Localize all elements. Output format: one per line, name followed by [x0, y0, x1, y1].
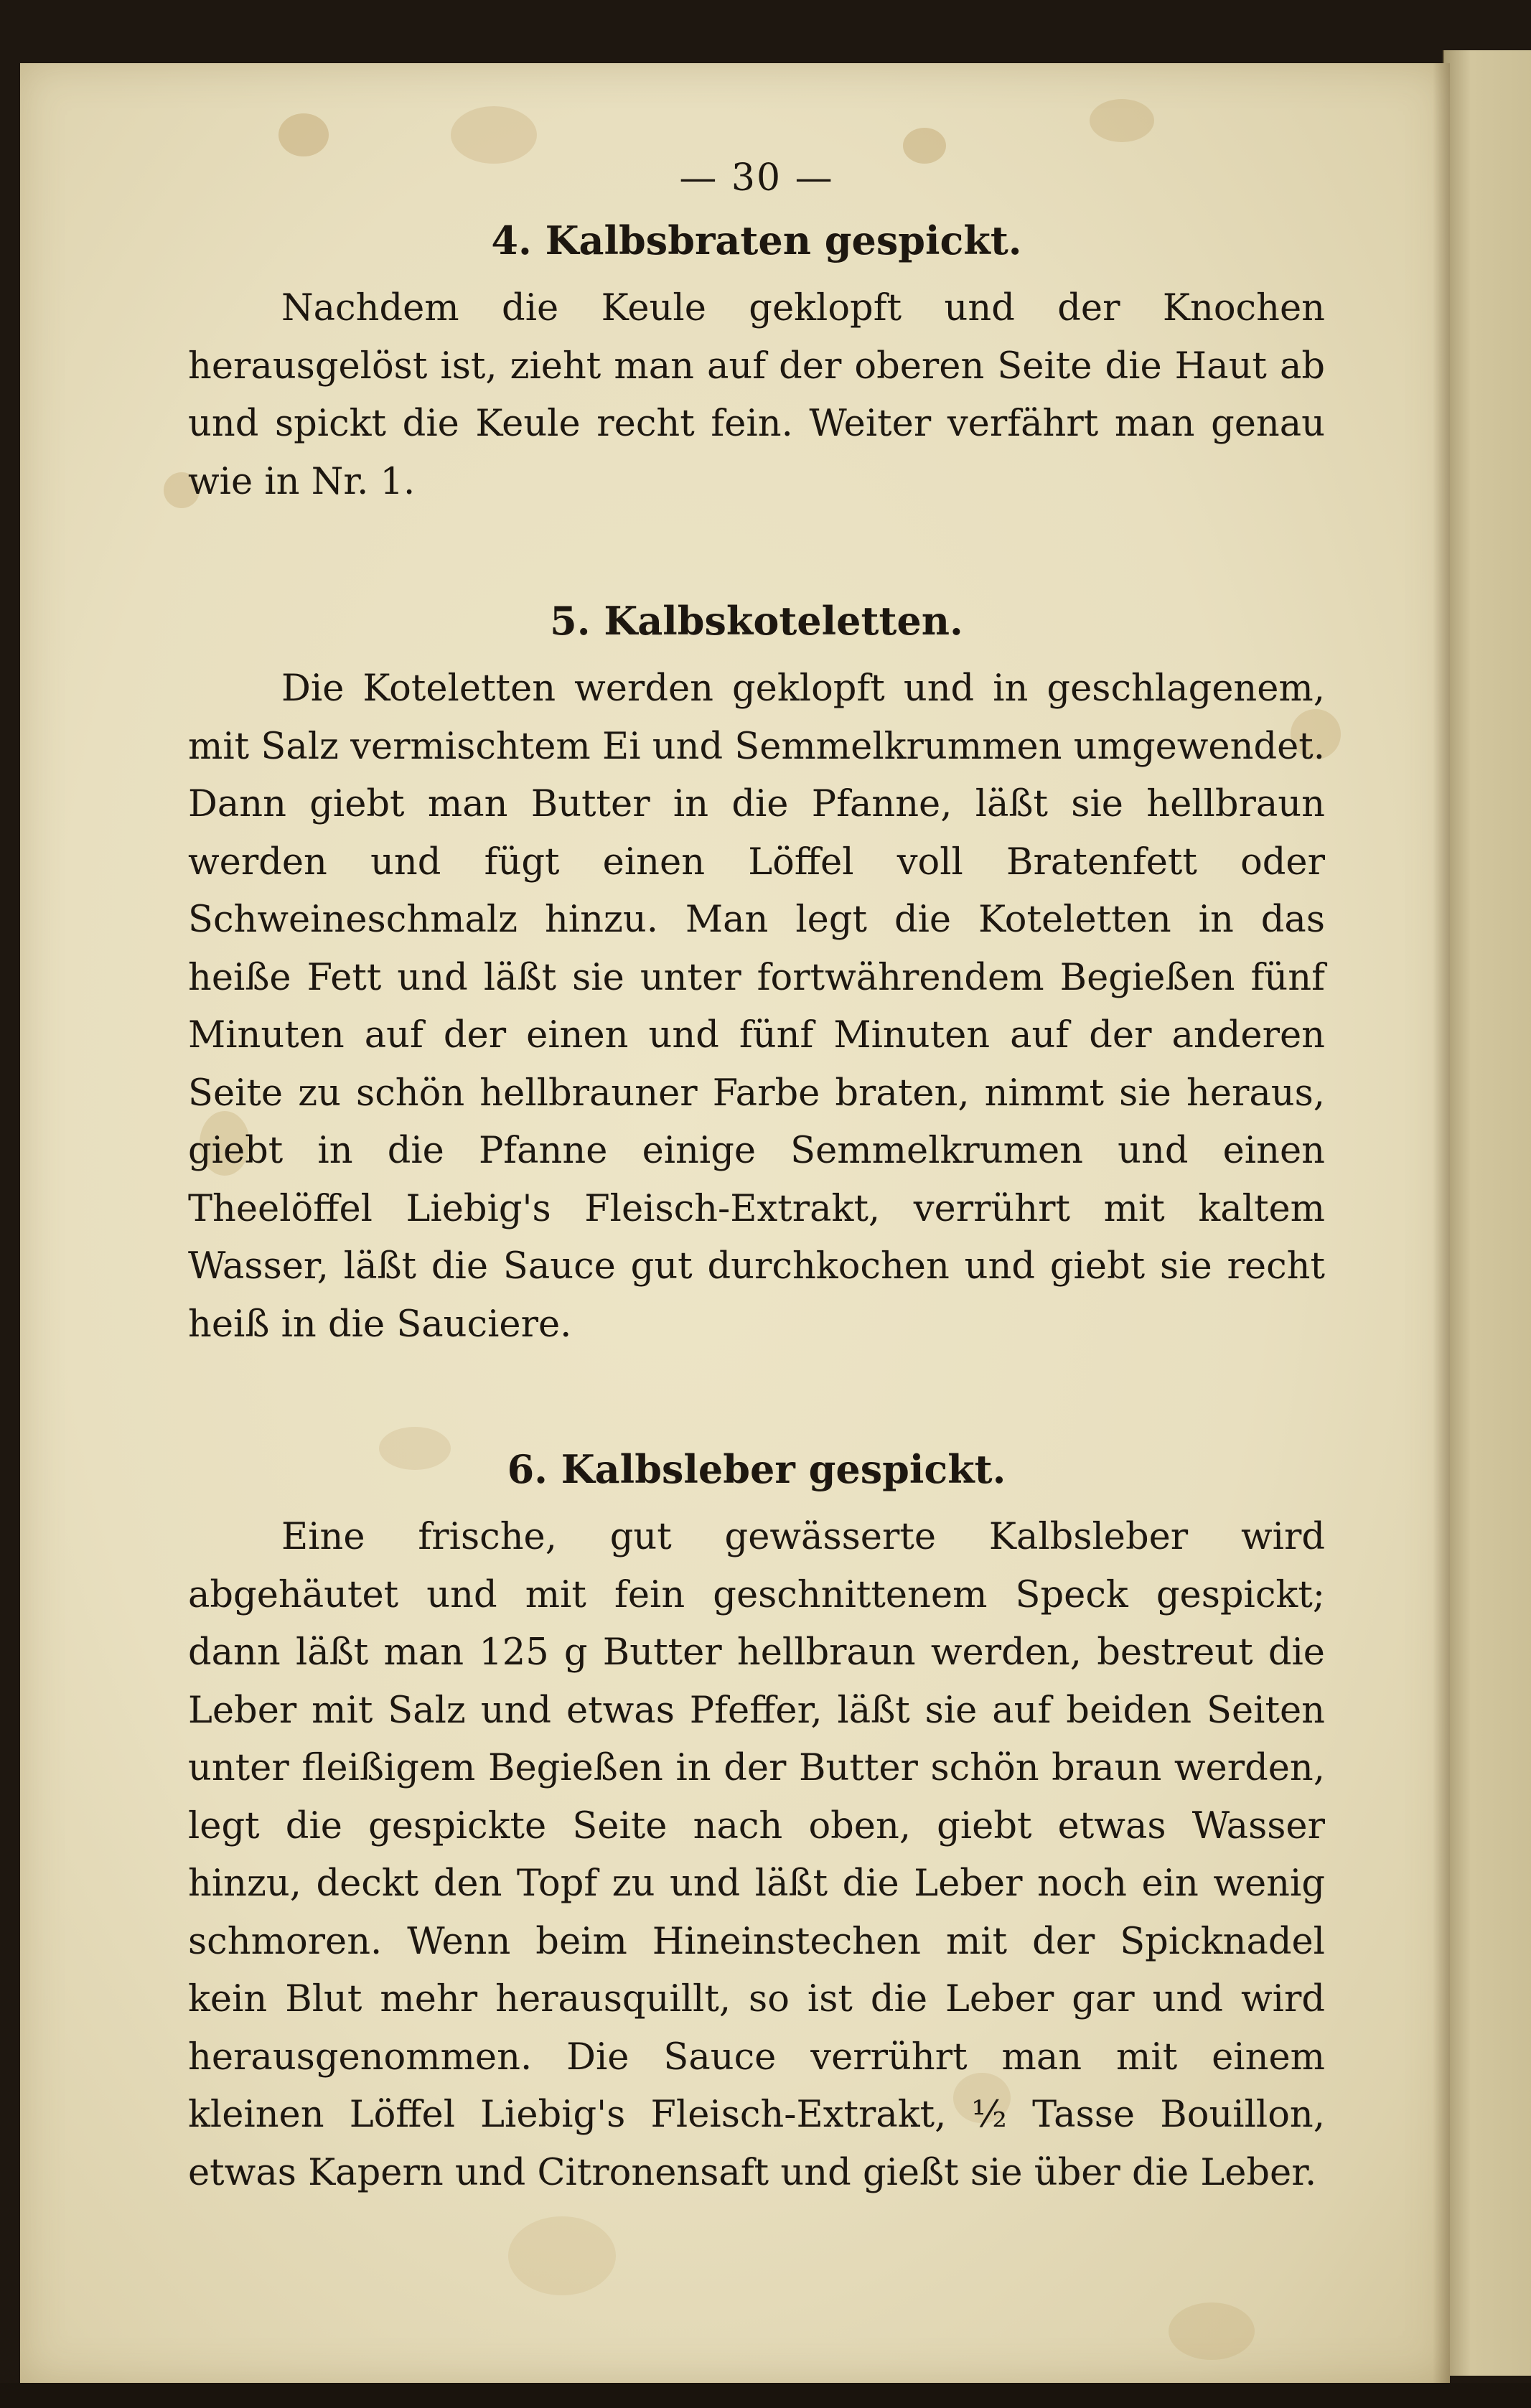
paper-stain	[1169, 2302, 1255, 2360]
book-back-cover	[1443, 50, 1531, 2376]
recipe-text: Nachdem die Keule geklopft und der Knochen herausgelöst ist, zieht man auf der oberen Seite die Haut ab und spickt die Keule recht fein. Weiter verfährt man genau wie in Nr. 1.	[188, 287, 1325, 503]
paper-stain	[1090, 99, 1154, 142]
page-text	[188, 155, 1325, 2202]
recipe-heading: 5. Kalbskoteletten.	[550, 598, 963, 644]
page-edge-shadow	[1433, 63, 1450, 2383]
book-binding-edge	[0, 2383, 1531, 2408]
paper-stain	[278, 113, 329, 156]
recipe-text: Eine frische, gut gewässerte Kalbsleber wird abgehäutet und mit fein geschnittenem Speck gespickt; dann läßt man 125 g Butter hellbraun werden, bestreut die Leber mit Salz und etwas Pfeffer, läßt sie auf beiden Seiten unter fleißigem Begießen in der Butter schön braun werden, legt die gespickte Seite nach oben, giebt etwas Wasser hinzu, deckt den Topf zu und läßt die Leber noch ein wenig schmoren. Wenn beim Hineinstechen mit der Spicknadel kein Blut mehr herausquillt, so ist die Leber gar und wird herausgenommen. Die Sauce verrührt man mit einem kleinen Löffel Liebig's Fleisch-Extrakt, ½ Tasse Bouillon, etwas Kapern und Citronensaft und gießt sie über die Leber.	[188, 1516, 1325, 2194]
paper-stain	[508, 2216, 616, 2295]
recipe-text: Die Koteletten werden geklopft und in geschlagenem, mit Salz vermischtem Ei und Semmelkrummen umgewendet. Dann giebt man Butter in die Pfanne, läßt sie hellbraun werden und fügt einen Löffel voll Bratenfett oder Schweineschmalz hinzu. Man legt die Koteletten in das heiße Fett und läßt sie unter fortwährendem Begießen fünf Minuten auf der einen und fünf Minuten auf der anderen Seite zu schön hellbrauner Farbe braten, nimmt sie heraus, giebt in die Pfanne einige Semmelkrumen und einen Theelöffel Liebig's Fleisch-Extrakt, verrührt mit kaltem Wasser, läßt die Sauce gut durchkochen und giebt sie recht heiß in die Sauciere.	[188, 667, 1325, 1346]
recipe-heading: 6. Kalbsleber gespickt.	[507, 1446, 1006, 1492]
page-number: — 30 —	[679, 156, 834, 200]
recipe-heading: 4. Kalbsbraten gespickt.	[491, 217, 1022, 263]
